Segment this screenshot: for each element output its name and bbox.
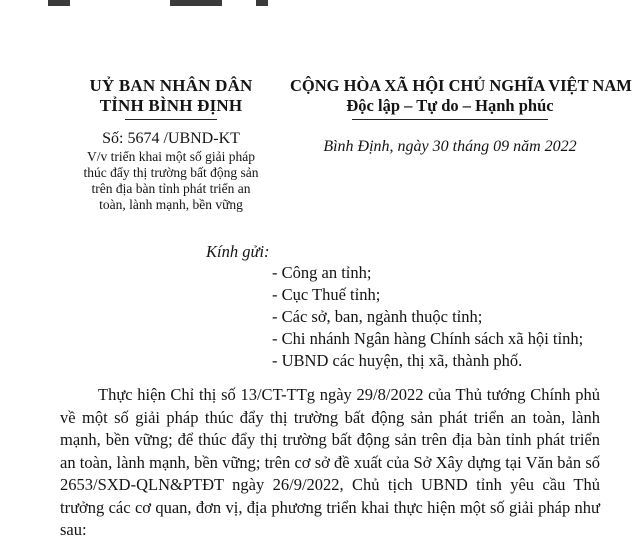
document-subject — [60, 149, 282, 213]
org-name-line2: TỈNH BÌNH ĐỊNH — [99, 96, 243, 115]
org-underline — [125, 119, 217, 120]
recipient-item: - Chi nhánh Ngân hàng Chính sách xã hội tỉnh; — [272, 329, 584, 348]
motto-underline — [352, 119, 548, 120]
subject-line: V/v triển khai một số giải pháp — [87, 149, 255, 164]
issuing-authority-block — [60, 76, 282, 213]
national-motto: Độc lập – Tự do – Hạnh phúc — [346, 96, 554, 115]
recipient-item: - Công an tỉnh; — [272, 263, 372, 282]
place-and-date: Bình Định, ngày 30 tháng 09 năm 2022 — [323, 138, 577, 155]
recipient-item: - Các sở, ban, ngành thuộc tỉnh; — [272, 307, 483, 326]
org-name-line1: UỶ BAN NHÂN DÂN — [89, 76, 253, 95]
recipient-item: - UBND các huyện, thị xã, thành phố. — [272, 351, 523, 370]
subject-line: trên địa bàn tỉnh phát triển an — [91, 181, 251, 196]
subject-line: thúc đẩy thị trường bất động sản — [83, 165, 259, 180]
nation-title: CỘNG HÒA XÃ HỘI CHỦ NGHĨA VIỆT NAM — [290, 76, 632, 95]
recipient-item: - Cục Thuế tỉnh; — [272, 285, 381, 304]
recipient-list — [272, 262, 583, 372]
greeting-label: Kính gửi: — [206, 242, 270, 261]
body-paragraph: Thực hiện Chỉ thị số 13/CT-TTg ngày 29/8/2022 của Thủ tướng Chính phủ về một số giải pháp thúc đẩy thị trường bất động sản phát triển an toàn, lành mạnh, bền vững; để thúc đẩy thị trường bất động sản trên địa bàn tỉnh phát triển an toàn, lành mạnh, bền vững; trên cơ sở đề xuất của Sở Xây dựng tại Văn bản số 2653/SXD-QLN&PTĐT ngày 26/9/2022, Chủ tịch UBND tỉnh yêu cầu Thủ trưởng các cơ quan, đơn vị, địa phương triển khai thực hiện một số giải pháp như sau: — [60, 385, 600, 539]
subject-line: toàn, lành mạnh, bền vững — [99, 197, 243, 212]
national-header-block — [290, 76, 632, 157]
document-number: Số: 5674 /UBND-KT — [102, 130, 240, 147]
